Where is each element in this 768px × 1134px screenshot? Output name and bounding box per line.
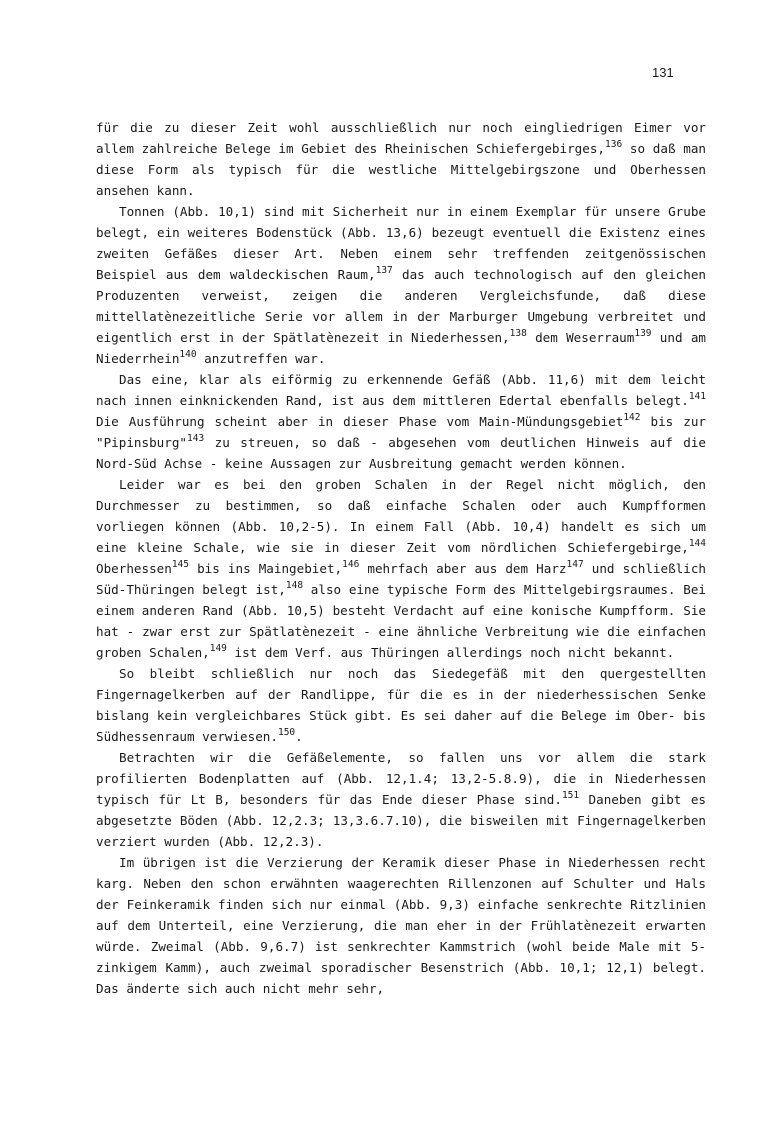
paragraph bbox=[96, 117, 706, 201]
page-number: 131 bbox=[652, 65, 674, 80]
footnote-ref: 145 bbox=[171, 559, 189, 570]
text-run: bis zur "Pipinsburg" bbox=[96, 414, 706, 450]
footnote-ref: 137 bbox=[375, 265, 393, 276]
footnote-ref: 148 bbox=[285, 580, 304, 591]
footnote-ref: 149 bbox=[209, 643, 227, 654]
footnote-ref: 146 bbox=[342, 559, 360, 570]
paragraph bbox=[96, 369, 706, 474]
text-run: anzutreffen war. bbox=[196, 351, 326, 366]
paragraph bbox=[96, 201, 706, 369]
text-run: Oberhessen bbox=[96, 561, 172, 576]
text-run: zu streuen, so daß - abgesehen vom deutlichen Hinweis auf die Nord-Süd Achse - keine Aussagen zur Ausbreitung gemacht werden können. bbox=[96, 435, 706, 471]
footnote-ref: 151 bbox=[561, 790, 580, 801]
footnote-ref: 143 bbox=[187, 433, 205, 444]
text-run: bis ins Maingebiet, bbox=[189, 561, 343, 576]
text-run: Tonnen (Abb. 10,1) sind mit Sicherheit nur in einem Exemplar für unsere Grube belegt, ein weiteres Bodenstück (Abb. 13,6) bezeugt eventuell die Existenz eines zweiten Gefäßes dieser Art. Neben einem sehr treffenden zeitgenössischen Beispiel aus dem waldeckischen Raum, bbox=[96, 204, 706, 282]
footnote-ref: 138 bbox=[509, 328, 527, 339]
text-run: also eine typische Form des Mittelgebirgsraumes. Bei einem anderen Rand (Abb. 10,5) besteht Verdacht auf eine konische Kumpfform. Sie hat - zwar erst zur Spätlatènezeit - eine ähnliche Verbreitung wie die einfachen groben Schalen, bbox=[96, 582, 706, 660]
text-run: und am Niederrhein bbox=[96, 330, 706, 366]
paragraph bbox=[96, 852, 706, 999]
footnote-ref: 136 bbox=[605, 139, 623, 150]
text-run: Das eine, klar als eiförmig zu erkennende Gefäß (Abb. 11,6) mit dem leicht nach innen einknickenden Rand, ist aus dem mittleren Edertal ebenfalls belegt. bbox=[96, 372, 706, 408]
paragraph bbox=[96, 747, 706, 852]
text-run: für die zu dieser Zeit wohl ausschließlich nur noch eingliedrigen Eimer vor allem zahlreiche Belege im Gebiet des Rheinischen Schiefergebirges, bbox=[96, 120, 706, 156]
footnote-ref: 142 bbox=[623, 412, 641, 423]
paragraph bbox=[96, 474, 706, 663]
footnote-ref: 139 bbox=[634, 328, 652, 339]
footnote-ref: 144 bbox=[688, 538, 706, 549]
text-run: mehrfach aber aus dem Harz bbox=[359, 561, 567, 576]
text-run: das auch technologisch auf den gleichen Produzenten verweist, zeigen die anderen Vergleichsfunde, daß diese mittellatènezeitliche Serie vor allem in der Marburger Umgebung verbreitet und eigentlich erst in der Spätlatènezeit in Niederhessen, bbox=[96, 267, 706, 345]
text-run: . bbox=[295, 729, 303, 744]
text-run: Daneben gibt es abgesetzte Böden (Abb. 12,2.3; 13,3.6.7.10), die bisweilen mit Fingernagelkerben verziert wurden (Abb. 12,2.3). bbox=[96, 792, 706, 849]
text-run: so daß man diese Form als typisch für die westliche Mittelgebirgszone und Oberhessen ansehen kann. bbox=[96, 141, 707, 198]
text-run: Betrachten wir die Gefäßelemente, so fallen uns vor allem die stark profilierten Bodenplatten auf (Abb. 12,1.4; 13,2-5.8.9), die in Niederhessen typisch für Lt B, besonders für das Ende dieser Phase sind. bbox=[96, 750, 706, 807]
footnote-ref: 140 bbox=[179, 349, 197, 360]
text-run: Leider war es bei den groben Schalen in der Regel nicht möglich, den Durchmesser zu bestimmen, so daß einfache Schalen oder auch Kumpfformen vorliegen können (Abb. 10,2-5). In einem Fall (Abb. 10,4) handelt es sich um eine kleine Schale, wie sie in dieser Zeit vom nördlichen Schiefergebirge, bbox=[96, 477, 706, 555]
text-run: So bleibt schließlich nur noch das Siedegefäß mit den quergestellten Fingernagelkerben auf der Randlippe, für die es in der niederhessischen Senke bislang kein vergleichbares Stück gibt. Es sei daher auf die Belege im Ober- bis Südhessenraum verwiesen. bbox=[96, 666, 706, 744]
text-run: Die Ausführung scheint aber in dieser Phase vom Main-Mündungsgebiet bbox=[96, 414, 624, 429]
text-run: ist dem Verf. aus Thüringen allerdings noch nicht bekannt. bbox=[226, 645, 675, 660]
text-run: dem Weserraum bbox=[526, 330, 635, 345]
footnote-ref: 147 bbox=[566, 559, 584, 570]
paragraph bbox=[96, 663, 706, 747]
text-run: und schließlich Süd-Thüringen belegt ist, bbox=[96, 561, 706, 597]
text-run: Im übrigen ist die Verzierung der Keramik dieser Phase in Niederhessen recht karg. Neben den schon erwähnten waagerechten Rillenzonen auf Schulter und Hals der Feinkeramik finden sich nur einmal (Abb. 9,3) einfache senkrechte Ritzlinien auf dem Unterteil, eine Verzierung, die man eher in der Frühlatènezeit erwarten würde. Zweimal (Abb. 9,6.7) ist senkrechter Kammstrich (wohl beide Male mit 5-zinkigem Kamm), auch zweimal sporadischer Besenstrich (Abb. 10,1; 12,1) belegt. Das änderte sich auch nicht mehr sehr, bbox=[96, 855, 706, 996]
footnote-ref: 141 bbox=[688, 391, 706, 402]
body-text bbox=[96, 117, 706, 999]
footnote-ref: 150 bbox=[277, 727, 296, 738]
